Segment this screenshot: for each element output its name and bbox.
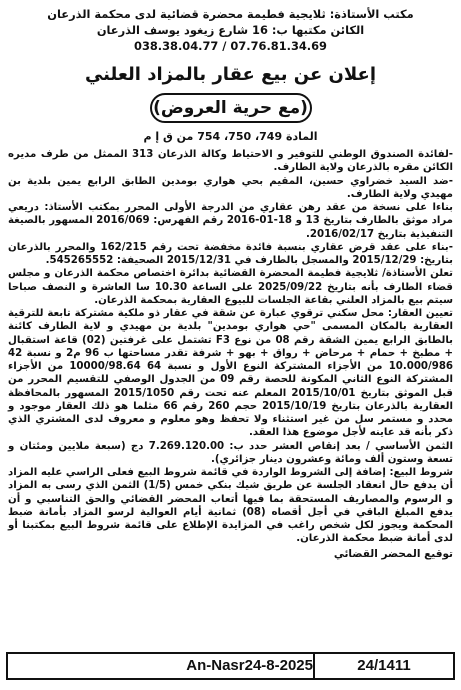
paragraph-sale-conditions: شروط البيع: إضافة إلى الشروط الواردة في قائمة شروط البيع فعلى الراسي عليه المزاد أن يدفع حال انعقاد الجلسة عن طريق شيك بنكي خمس (1/5) الثمن الذي رسى به المزاد و الرسوم والمصاريف المستحقة بما فيها أتعاب المحضر القضائي والحق التناسبي و أن يدفع المبلغ الباقي في أجل أقصاه (08) ثمانية أيام العوالية لرسو المزاد بأمانة ضبط المحكمة ويجوز لكل شخص راغب في المزايدة الإطلاع على قائمة شروط البيع بمكتبنا أو لدى أمانة ضبط محكمة الذرعان. <box>8 467 453 545</box>
paragraph-property-description: تعيين العقار: محل سكني ترقوي عبارة عن شقة في عقار ذو ملكية مشتركة تابعة للترقية العقارية بالمكان المسمى "حي هواري بومدين" بلدية بن مهيدي و لاية الطارف كائنة بالطابق الرابع يمين الشقة رقم 08 من نوع F3 تشتمل على غرفتين (02) قاعة استقبال + مطبخ + حمام + مرحاض + رواق + بهو + شرفة تقدر مساحتها ب 96 م2 و نسبة 42 10.000/986 من الأجزاء المشتركة النوع الأول و نسبة 64 10000/98.64 من الأجزاء المشتركة النوع الثاني المكونة للحصة رقم 09 من الجدول الوصفي للتقسيم المحرر من قبل الموثق بتاريخ 2015/10/01 المعلم عنه تحت رقم 2015/1050 المسهور بالمحافظة العقارية بالذرعان بتاريخ 2015/10/19 حجم 260 رقم 66 مثلما هو ذلك العقار موجود و محدد و مستمر سل من غير استثناء ولا تحفظ وهو معلوم و معروف لدى المشتري الذي ذكر بأنه قد عاينه لأجل موضوع هذا العقد. <box>8 308 454 439</box>
office-phones: 038.38.04.77 / 07.76.81.34.69 <box>134 39 327 53</box>
paragraph-beneficiary: -لفائدة الصندوق الوطني للتوفير و الاحتياط وكالة الذرعان 313 الممثل من طرف مديره الكائن مقره بالذرعان ولاية الطارف. <box>8 149 454 174</box>
announcement-subtitle: (مع حرية العروض) <box>150 93 312 123</box>
publication-reference: 24/1411 <box>357 657 411 674</box>
paragraph-mortgage-deed: بناءا على نسخة من عقد رهن عقاري من الدرجة الأولى المحرر بمكتب الأستاذ: دريعي مراد موثق بالطارف بتاريخ 13 و 18-01-2016 رقم الفهرس: 2016/069 المسهور بالصيغة التنفيذية بتاريخ 2016/02/17. <box>8 202 453 240</box>
paragraph-sale-notice: تعلن الأستاذة/ ثلايجية فطيمة المحضرة القضائية بدائرة اختصاص محكمة الذرعان و مجلس قضاء الطارف بأنه بتاريخ 2025/09/22 على الساعة 10.30 سا العاشرة و النصف صباحا سيتم بيع بالمزاد العلني بقاعة الجلسات للبيوع العقارية بمحكمة الذرعان. <box>8 268 453 306</box>
paragraph-base-price: الثمن الأساسي / بعد إنقاص العشر حدد ب: 7.269.120.00 دج (سبعة ملايين ومئتان و تسعة وستون ألف ومائة وعشرون دينار جزائري). <box>8 440 453 465</box>
paragraph-debtor: -ضد السيد خضراوي حسين، المقيم بحي هواري بومدين الطابق الرابع يمين بلدية بن مهيدي ولاية الطارف. <box>8 175 453 200</box>
paragraph-loan-contract: -بناء على عقد قرض عقاري بنسبة فائدة مخفضة تحت رقم 162/215 والمحرر بالذرعان بتاريخ: 2015/12/29 والمسجل بالطارف في 2015/12/31 الصحيفة: 545265552. <box>8 241 453 266</box>
bailiff-office-header <box>8 6 453 54</box>
office-address: الكائن مكتبها ب: 16 شارع زيغود يوسف الذرعان <box>96 23 365 37</box>
bailiff-signature: توقيع المحضر القضائي <box>333 547 453 560</box>
legal-articles: المادة 749، 750، 754 من ق إ م <box>143 130 318 143</box>
publication-source: An-Nasr24-8-2025 <box>8 654 315 678</box>
office-name: مكتب الأستاذة: ثلايجية فطيمة محضرة قضائية لدى محكمة الذرعان <box>47 7 414 21</box>
publication-footer <box>6 652 455 680</box>
announcement-body <box>8 148 453 561</box>
announcement-title: إعلان عن بيع عقار بالمزاد العلني <box>84 64 377 85</box>
